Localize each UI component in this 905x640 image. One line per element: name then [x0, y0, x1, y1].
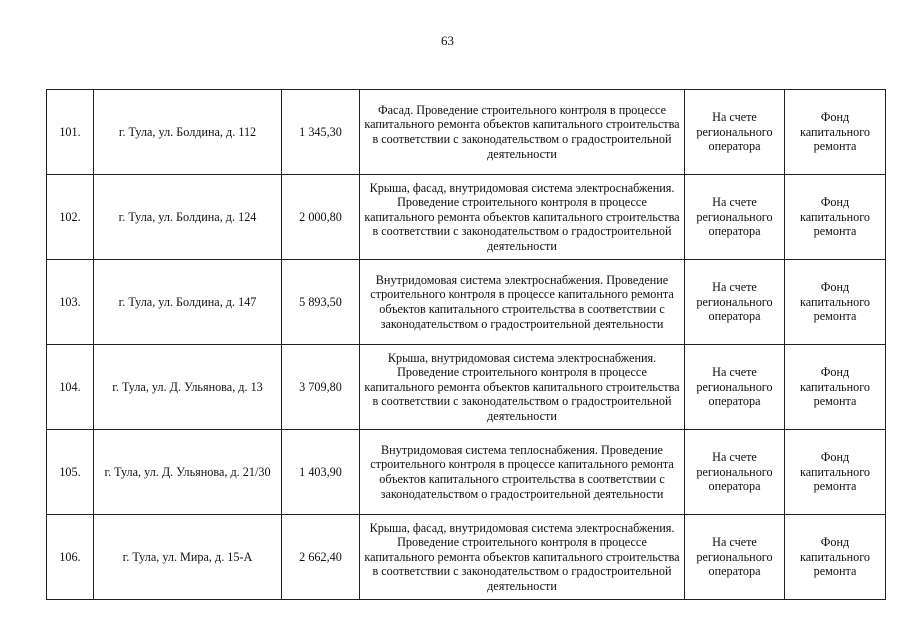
row-number: 105. [47, 430, 94, 515]
row-number: 102. [47, 175, 94, 260]
account-cell: На счете регионального оператора [685, 90, 785, 175]
account-cell: На счете регионального оператора [685, 260, 785, 345]
account-cell: На счете регионального оператора [685, 515, 785, 600]
account-cell: На счете регионального оператора [685, 175, 785, 260]
works-cell: Фасад. Проведение строительного контроля в процессе капитального ремонта объектов капитального строительства в соответствии с законодательством о градостроительной деятельности [360, 90, 685, 175]
funding-source-cell: Фонд капитального ремонта [785, 90, 886, 175]
cost-cell: 1 345,30 [282, 90, 360, 175]
address-cell: г. Тула, ул. Болдина, д. 112 [94, 90, 282, 175]
address-cell: г. Тула, ул. Болдина, д. 124 [94, 175, 282, 260]
table-row [47, 260, 886, 345]
cost-cell: 1 403,90 [282, 430, 360, 515]
funding-source-cell: Фонд капитального ремонта [785, 260, 886, 345]
row-number: 103. [47, 260, 94, 345]
address-cell: г. Тула, ул. Д. Ульянова, д. 13 [94, 345, 282, 430]
table-row [47, 430, 886, 515]
funding-source-cell: Фонд капитального ремонта [785, 515, 886, 600]
table-row [47, 175, 886, 260]
funding-source-cell: Фонд капитального ремонта [785, 175, 886, 260]
works-cell: Крыша, фасад, внутридомовая система электроснабжения. Проведение строительного контроля в процессе капитального ремонта объектов капитального строительства в соответствии с законодательством о градостроительной деятельности [360, 175, 685, 260]
works-cell: Внутридомовая система теплоснабжения. Проведение строительного контроля в процессе капитального ремонта объектов капитального строительства в соответствии с законодательством о градостроительной деятельности [360, 430, 685, 515]
table-row [47, 345, 886, 430]
cost-cell: 2 000,80 [282, 175, 360, 260]
page-number: 63 [441, 33, 454, 48]
row-number: 104. [47, 345, 94, 430]
works-cell: Крыша, фасад, внутридомовая система электроснабжения. Проведение строительного контроля в процессе капитального ремонта объектов капитального строительства в соответствии с законодательством о градостроительной деятельности [360, 515, 685, 600]
cost-cell: 5 893,50 [282, 260, 360, 345]
works-cell: Внутридомовая система электроснабжения. Проведение строительного контроля в процессе капитального ремонта объектов капитального строительства в соответствии с законодательством о градостроительной деятельности [360, 260, 685, 345]
address-cell: г. Тула, ул. Д. Ульянова, д. 21/30 [94, 430, 282, 515]
account-cell: На счете регионального оператора [685, 345, 785, 430]
cost-cell: 3 709,80 [282, 345, 360, 430]
works-cell: Крыша, внутридомовая система электроснабжения. Проведение строительного контроля в процессе капитального ремонта объектов капитального строительства в соответствии с законодательством о градостроительной деятельности [360, 345, 685, 430]
capital-repair-table [46, 89, 886, 600]
row-number: 101. [47, 90, 94, 175]
funding-source-cell: Фонд капитального ремонта [785, 345, 886, 430]
address-cell: г. Тула, ул. Болдина, д. 147 [94, 260, 282, 345]
funding-source-cell: Фонд капитального ремонта [785, 430, 886, 515]
account-cell: На счете регионального оператора [685, 430, 785, 515]
table-row [47, 90, 886, 175]
row-number: 106. [47, 515, 94, 600]
cost-cell: 2 662,40 [282, 515, 360, 600]
table-row [47, 515, 886, 600]
address-cell: г. Тула, ул. Мира, д. 15-А [94, 515, 282, 600]
